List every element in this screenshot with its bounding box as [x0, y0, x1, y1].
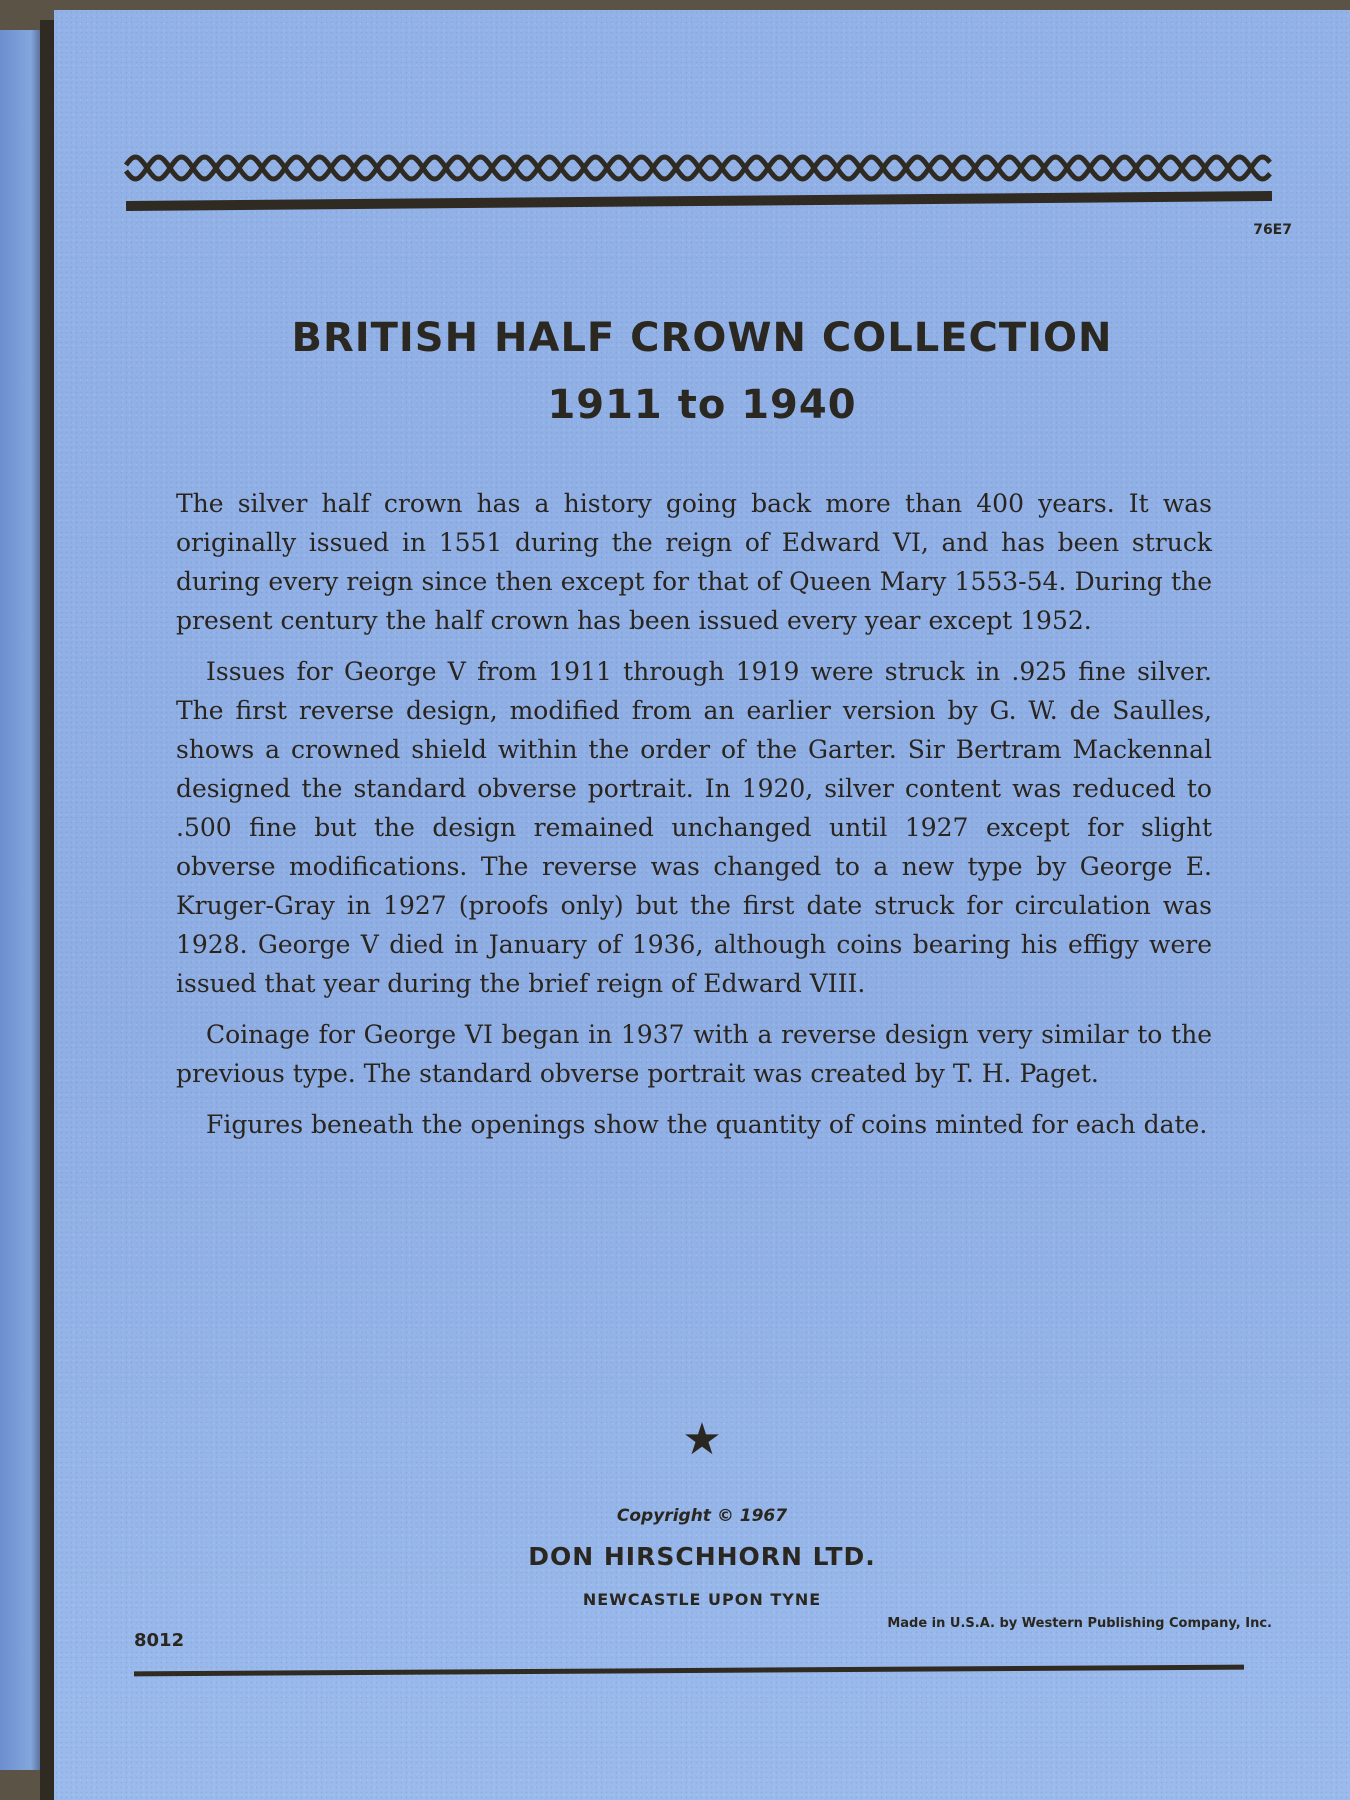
previous-page-edge — [0, 30, 44, 1770]
publisher-name: DON HIRSCHHORN LTD. — [528, 1542, 876, 1571]
paragraph-figures-note: Figures beneath the openings show the quantity of coins minted for each date. — [206, 1110, 1208, 1139]
catalog-code-top: 76E7 — [1253, 222, 1292, 238]
top-chain-ornament — [124, 140, 1274, 215]
page-title: BRITISH HALF CROWN COLLECTION — [291, 315, 1113, 361]
catalog-code-bottom: 8012 — [134, 1630, 185, 1651]
paragraph-history: The silver half crown has a history going back more than 400 years. It was originally issued in 1551 during the reign of Edward VI, and has been struck during every reign since then except for that of Queen Mary 1553-54. During the present century the half crown has been issued every year except 1952. — [176, 489, 1212, 635]
made-in-line: Made in U.S.A. by Western Publishing Company, Inc. — [887, 1616, 1272, 1631]
description-text — [176, 484, 1212, 1156]
bottom-rule — [134, 1665, 1244, 1677]
page-subtitle-years: 1911 to 1940 — [547, 382, 857, 428]
star-icon: ★ — [682, 1414, 722, 1465]
copyright-line: Copyright © 1967 — [616, 1506, 788, 1526]
publisher-city: NEWCASTLE UPON TYNE — [582, 1590, 822, 1609]
album-page — [54, 10, 1350, 1800]
paragraph-george-v: Issues for George V from 1911 through 1919 were struck in .925 fine silver. The first reverse design, modified from an earlier version by G. W. de Saulles, shows a crowned shield within the order of the Garter. Sir Bertram Mackennal designed the standard obverse portrait. In 1920, silver content was reduced to .500 fine but the design remained unchanged until 1927 except for slight obverse modifications. The reverse was changed to a new type by George E. Kruger-Gray in 1927 (proofs only) but the first date struck for circulation was 1928. George V died in January of 1936, although coins bearing his effigy were issued that year during the brief reign of Edward VIII. — [176, 657, 1212, 998]
paragraph-george-vi: Coinage for George VI began in 1937 with a reverse design very similar to the previous type. The standard obverse portrait was created by T. H. Paget. — [176, 1020, 1212, 1088]
